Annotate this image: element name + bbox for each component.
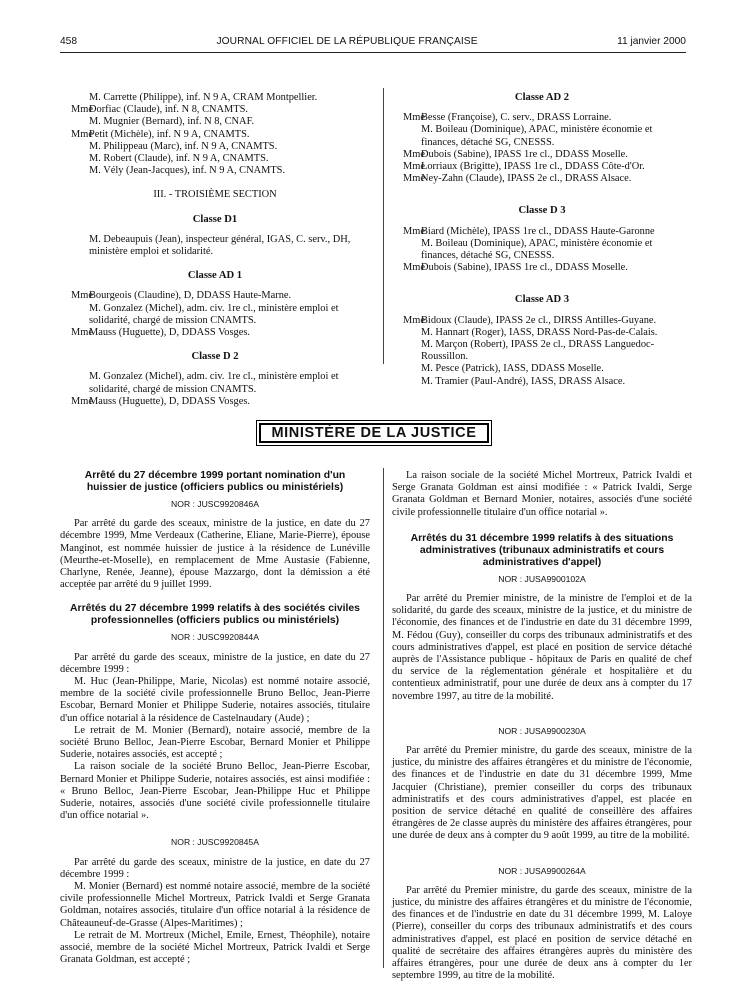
entries-list (60, 92, 370, 177)
bottom-right-column (392, 470, 692, 983)
ministry-box (256, 420, 491, 446)
list-item: MmeBourgeois (Claudine), D, DDASS Haute-Marne. (71, 290, 292, 302)
column-divider-bottom (383, 468, 384, 968)
issue-date: 11 janvier 2000 (617, 36, 686, 47)
nor-reference: NOR : JUSA9900264A (498, 865, 586, 876)
ministry-banner (0, 420, 748, 446)
paragraph: M. Monier (Bernard) est nommé notaire associé, membre de la société civile professionnelle Michel Mortreux, Patrick Ivaldi et Serge Granata Goldman, notaires associés, titulaire d'un office notarial à la résidence de Châteauneuf-de-Grasse (Alpes-Maritimes) ; (60, 881, 370, 929)
section-heading: III. - TROISIÈME SECTION (153, 189, 277, 201)
paragraph: Par arrêté du Premier ministre, du garde des sceaux, ministre de la justice, du ministre des affaires étrangères et du ministre de l'économie, des finances et de l'industrie en date du 31 décembre 1999, M. Laloye (Pierre), conseiller du corps des tribunaux administratifs et des cours administratives d'appel, est placé en position de service détaché en qualité de secrétaire des affaires étrangères auprès du ministère des affaires étrangères, pour une durée de deux ans à compter du 1er septembre 1999, au titre de la mobilité. (392, 884, 692, 982)
paragraph: Par arrêté du garde des sceaux, ministre de la justice, en date du 27 décembre 1999, Mme Verdeaux (Catherine, Eliane, Marie-Pierre), épouse Manginot, est nommée huissier de justice à la résidence de Lunéville (Meurthe-et-Moselle), en remplacement de Mme Austasie (Fabienne, Charlyne, Renée, Jeanne), épouse Mazzargo, dont la démission a été acceptée par arrêté du 9 juillet 1999. (60, 518, 370, 591)
list-item: M. Boileau (Dominique), APAC, ministère économie et finances, détaché SG, CNESSS. (421, 124, 653, 148)
classe-heading: Classe AD 3 (514, 294, 570, 306)
list-item: M. Mugnier (Bernard), inf. N 8, CNAF. (89, 116, 255, 128)
page-header (60, 36, 686, 50)
journal-title: JOURNAL OFFICIEL DE LA RÉPUBLIQUE FRANÇAISE (216, 36, 478, 47)
paragraph: Par arrêté du Premier ministre, du garde des sceaux, ministre de la justice, du ministre des affaires étrangères et du ministre de l'économie, des finances et de l'industrie en date du 31 décembre 1999, Mme Jacquier (Christiane), premier conseiller du corps des tribunaux administratifs et des cours administratives d'appel, est placée en position de service détaché en qualité de conseillère des affaires étrangères de 2e classe auprès du ministère des affaires étrangères, pour une durée de deux ans à compter du 9 août 1999, au titre de la mobilité. (392, 745, 692, 842)
list-item: MmeBiard (Michèle), IPASS 1re cl., DDASS Haute-Garonne (403, 225, 655, 237)
list-item: M. Marçon (Robert), IPASS 2e cl., DRASS Languedoc-Roussillon. (421, 339, 655, 363)
list-item: MmeNey-Zahn (Claude), IPASS 2e cl., DRASS Alsace. (403, 173, 632, 185)
paragraph: La raison sociale de la société Michel Mortreux, Patrick Ivaldi et Serge Granata Goldman est ainsi modifiée : « Patrick Ivaldi, Serge Granata Goldman et Bernard Monier, notaires, associés d'une société civile professionnelle titulaire d'un office notarial ». (392, 470, 692, 518)
nor-reference: NOR : JUSC9920845A (171, 837, 259, 848)
ministry-title: MINISTÈRE DE LA JUSTICE (259, 423, 488, 443)
list-item: MmePetit (Michèle), inf. N 9 A, CNAMTS. (71, 128, 250, 140)
list-item: MmeDorfiac (Claude), inf. N 8, CNAMTS. (71, 104, 249, 116)
paragraph: Le retrait de M. Mortreux (Michel, Emile, Ernest, Théophile), notaire associé, membre de la société Michel Mortreux, Patrick Ivaldi et Serge Granata Goldman, est accepté ; (60, 929, 370, 966)
nor-reference: NOR : JUSA9900102A (498, 573, 586, 584)
list-item: M. Debeaupuis (Jean), inspecteur général, IGAS, C. serv., DH, ministère emploi et solidarité. (89, 233, 351, 258)
list-item: M. Pesce (Patrick), IASS, DDASS Moselle. (421, 363, 604, 375)
paragraph: M. Huc (Jean-Philippe, Marie, Nicolas) est nommé notaire associé, membre de la société civile professionnelle Bruno Belloc, Jean-Pierre Escobar, Bernard Monier et Philippe Suderie, notaires associés, titulaire d'un office notarial à la résidence de Castelnaudary (Aude) ; (60, 676, 370, 724)
list-item: M. Vély (Jean-Jacques), inf. N 9 A, CNAMTS. (89, 165, 286, 177)
list-item: MmeMauss (Huguette), D, DDASS Vosges. (71, 395, 250, 407)
classe-heading: Classe D 2 (191, 351, 239, 363)
nor-reference: NOR : JUSC9920846A (171, 499, 259, 509)
list-item: MmeMauss (Huguette), D, DDASS Vosges. (71, 327, 250, 339)
list-item: MmeDubois (Sabine), IPASS 1re cl., DDASS Moselle. (403, 262, 628, 274)
list-item: M. Carrette (Philippe), inf. N 9 A, CRAM Montpellier. (89, 92, 318, 103)
list-item: MmeBesse (Françoise), C. serv., DRASS Lorraine. (403, 112, 612, 124)
list-item: M. Gonzalez (Michel), adm. civ. 1re cl., ministère emploi et solidarité, chargé de mission CNAMTS. (89, 302, 339, 326)
paragraph: La raison sociale de la société Bruno Belloc, Jean-Pierre Escobar, Bernard Monier et Philippe Suderie, notaires associés, est ainsi modifiée : « Bruno Belloc, Jean-Pierre Escobar, Jean-Philippe Huc et Philippe Suderie, notaires, associés d'une société civile professionnelle titulaire d'un office notarial ». (60, 761, 370, 822)
list-item: MmeLorriaux (Brigitte), IPASS 1re cl., DDASS Côte-d'Or. (403, 161, 645, 173)
list-item: M. Hannart (Roger), IASS, DRASS Nord-Pas-de-Calais. (421, 326, 658, 338)
list-item: M. Tramier (Paul-André), IASS, DRASS Alsace. (421, 375, 626, 387)
nor-reference: NOR : JUSA9900230A (498, 725, 586, 736)
paragraph: Par arrêté du garde des sceaux, ministre de la justice, en date du 27 décembre 1999 : (60, 856, 370, 880)
classe-heading: Classe AD 2 (514, 92, 570, 103)
list-item: M. Boileau (Dominique), APAC, ministère économie et finances, détaché SG, CNESSS. (421, 237, 653, 262)
list-item: M. Philippeau (Marc), inf. N 9 A, CNAMTS. (89, 140, 278, 152)
classe-heading: Classe D 3 (518, 205, 566, 217)
top-left-column (60, 92, 370, 408)
list-item: MmeBidoux (Claude), IPASS 2e cl., DIRSS Antilles-Guyane. (403, 314, 657, 326)
paragraph: Par arrêté du garde des sceaux, ministre de la justice, en date du 27 décembre 1999 : (60, 651, 370, 675)
list-item: M. Gonzalez (Michel), adm. civ. 1re cl., ministère emploi et solidarité, chargé de mission CNAMTS. (89, 371, 339, 395)
list-item: M. Robert (Claude), inf. N 9 A, CNAMTS. (89, 153, 269, 165)
classe-heading: Classe AD 1 (187, 270, 243, 282)
paragraph: Le retrait de M. Monier (Bernard), notaire associé, membre de la société Bruno Belloc, Jean-Pierre Escobar, Bernard Monier et Philippe Suderie, notaires associés, est accepté ; (60, 724, 370, 761)
classe-heading: Classe D1 (192, 213, 238, 225)
top-right-column (392, 92, 692, 388)
article-title: Arrêté du 27 décembre 1999 portant nomination d'un huissier de justice (officiers publics ou ministériels) (84, 470, 346, 493)
article-title: Arrêtés du 27 décembre 1999 relatifs à des sociétés civiles professionnelles (officiers publics ou ministériels) (70, 603, 360, 627)
paragraph: Par arrêté du Premier ministre, de la ministre de l'emploi et de la solidarité, du garde des sceaux, ministre de la justice, et du ministre de l'économie, des finances et de l'industrie en date du 31 décembre 1999, M. Fédou (Guy), conseiller du corps des tribunaux administratifs et des cours administratives d'appel, est placé en position de service détaché auprès de l'Assistance publique - hôpitaux de Paris en qualité de chef du service de la réglementation générale et hospitalière et du contentieux administratif, pour une durée de deux ans à compter du 17 novembre 1997, au titre de la mobilité. (392, 593, 692, 702)
article-title: Arrêtés du 31 décembre 1999 relatifs à des situations administratives (tribunaux administratifs et cours administratives d'appel) (410, 532, 674, 568)
page-number: 458 (60, 36, 77, 47)
header-rule (60, 52, 686, 53)
nor-reference: NOR : JUSC9920844A (171, 632, 259, 643)
bottom-left-column (60, 470, 370, 967)
list-item: MmeDubois (Sabine), IPASS 1re cl., DDASS Moselle. (403, 148, 628, 160)
column-divider-top (383, 88, 384, 364)
